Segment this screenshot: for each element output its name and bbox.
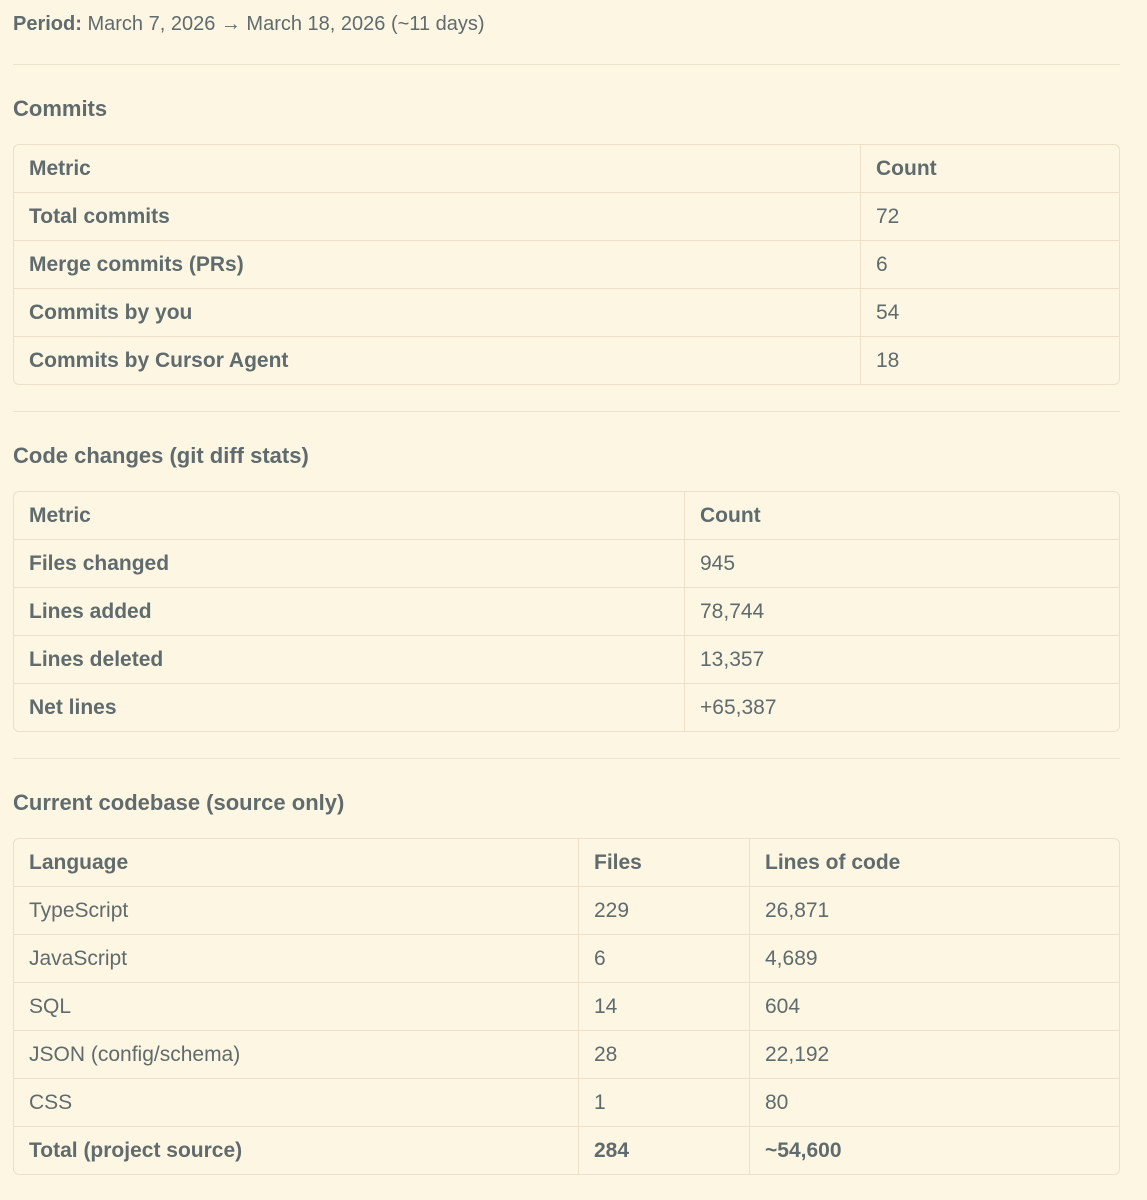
count-cell: +65,387 (684, 684, 1119, 731)
count-cell: 78,744 (684, 588, 1119, 635)
table-header-row (14, 145, 1119, 192)
table-row (14, 683, 1119, 731)
language-cell: SQL (29, 995, 72, 1018)
files-cell: 229 (578, 887, 749, 934)
column-header: Metric (29, 504, 91, 527)
count-cell: 6 (860, 241, 1119, 288)
table-row (14, 539, 1119, 587)
column-header: Count (684, 492, 1119, 539)
table-total-row (14, 1126, 1119, 1174)
divider (13, 411, 1120, 412)
table-row (14, 1078, 1119, 1126)
column-header: Metric (29, 157, 91, 180)
commits-table (13, 144, 1120, 385)
divider (13, 64, 1120, 65)
metric-cell: Merge commits (PRs) (29, 253, 244, 276)
loc-cell: 604 (749, 983, 1119, 1030)
table-header-row (14, 492, 1119, 539)
column-header: Language (29, 851, 129, 874)
metric-cell: Lines added (29, 600, 152, 623)
codebase-table (13, 838, 1120, 1175)
language-cell: TypeScript (29, 899, 129, 922)
column-header: Lines of code (749, 839, 1119, 886)
count-cell: 54 (860, 289, 1119, 336)
code-changes-table (13, 491, 1120, 732)
column-header: Count (860, 145, 1119, 192)
total-label-cell: Total (project source) (29, 1139, 243, 1162)
metric-cell: Commits by Cursor Agent (29, 349, 289, 372)
files-cell: 6 (578, 935, 749, 982)
loc-cell: 80 (749, 1079, 1119, 1126)
count-cell: 945 (684, 540, 1119, 587)
loc-cell: 22,192 (749, 1031, 1119, 1078)
table-row (14, 192, 1119, 240)
column-header: Files (578, 839, 749, 886)
table-row (14, 934, 1119, 982)
table-row (14, 587, 1119, 635)
table-row (14, 288, 1119, 336)
metric-cell: Total commits (29, 205, 170, 228)
metric-cell: Net lines (29, 696, 117, 719)
total-loc-cell: ~54,600 (749, 1127, 1119, 1174)
period-value: March 7, 2026 → March 18, 2026 (~11 days) (87, 13, 485, 35)
period-label: Period: (13, 13, 82, 35)
metric-cell: Lines deleted (29, 648, 164, 671)
count-cell: 18 (860, 337, 1119, 384)
codebase-heading: Current codebase (source only) (13, 790, 345, 815)
language-cell: JSON (config/schema) (29, 1043, 241, 1066)
total-files-cell: 284 (578, 1127, 749, 1174)
metric-cell: Commits by you (29, 301, 193, 324)
table-row (14, 240, 1119, 288)
divider (13, 758, 1120, 759)
loc-cell: 26,871 (749, 887, 1119, 934)
language-cell: JavaScript (29, 947, 128, 970)
code-changes-heading: Code changes (git diff stats) (13, 443, 309, 468)
commits-heading: Commits (13, 96, 108, 121)
table-row (14, 886, 1119, 934)
count-cell: 72 (860, 193, 1119, 240)
period-line (13, 10, 485, 38)
language-cell: CSS (29, 1091, 73, 1114)
count-cell: 13,357 (684, 636, 1119, 683)
metric-cell: Files changed (29, 552, 170, 575)
table-row (14, 1030, 1119, 1078)
table-row (14, 635, 1119, 683)
files-cell: 1 (578, 1079, 749, 1126)
table-row (14, 336, 1119, 384)
table-row (14, 982, 1119, 1030)
loc-cell: 4,689 (749, 935, 1119, 982)
files-cell: 14 (578, 983, 749, 1030)
table-header-row (14, 839, 1119, 886)
files-cell: 28 (578, 1031, 749, 1078)
